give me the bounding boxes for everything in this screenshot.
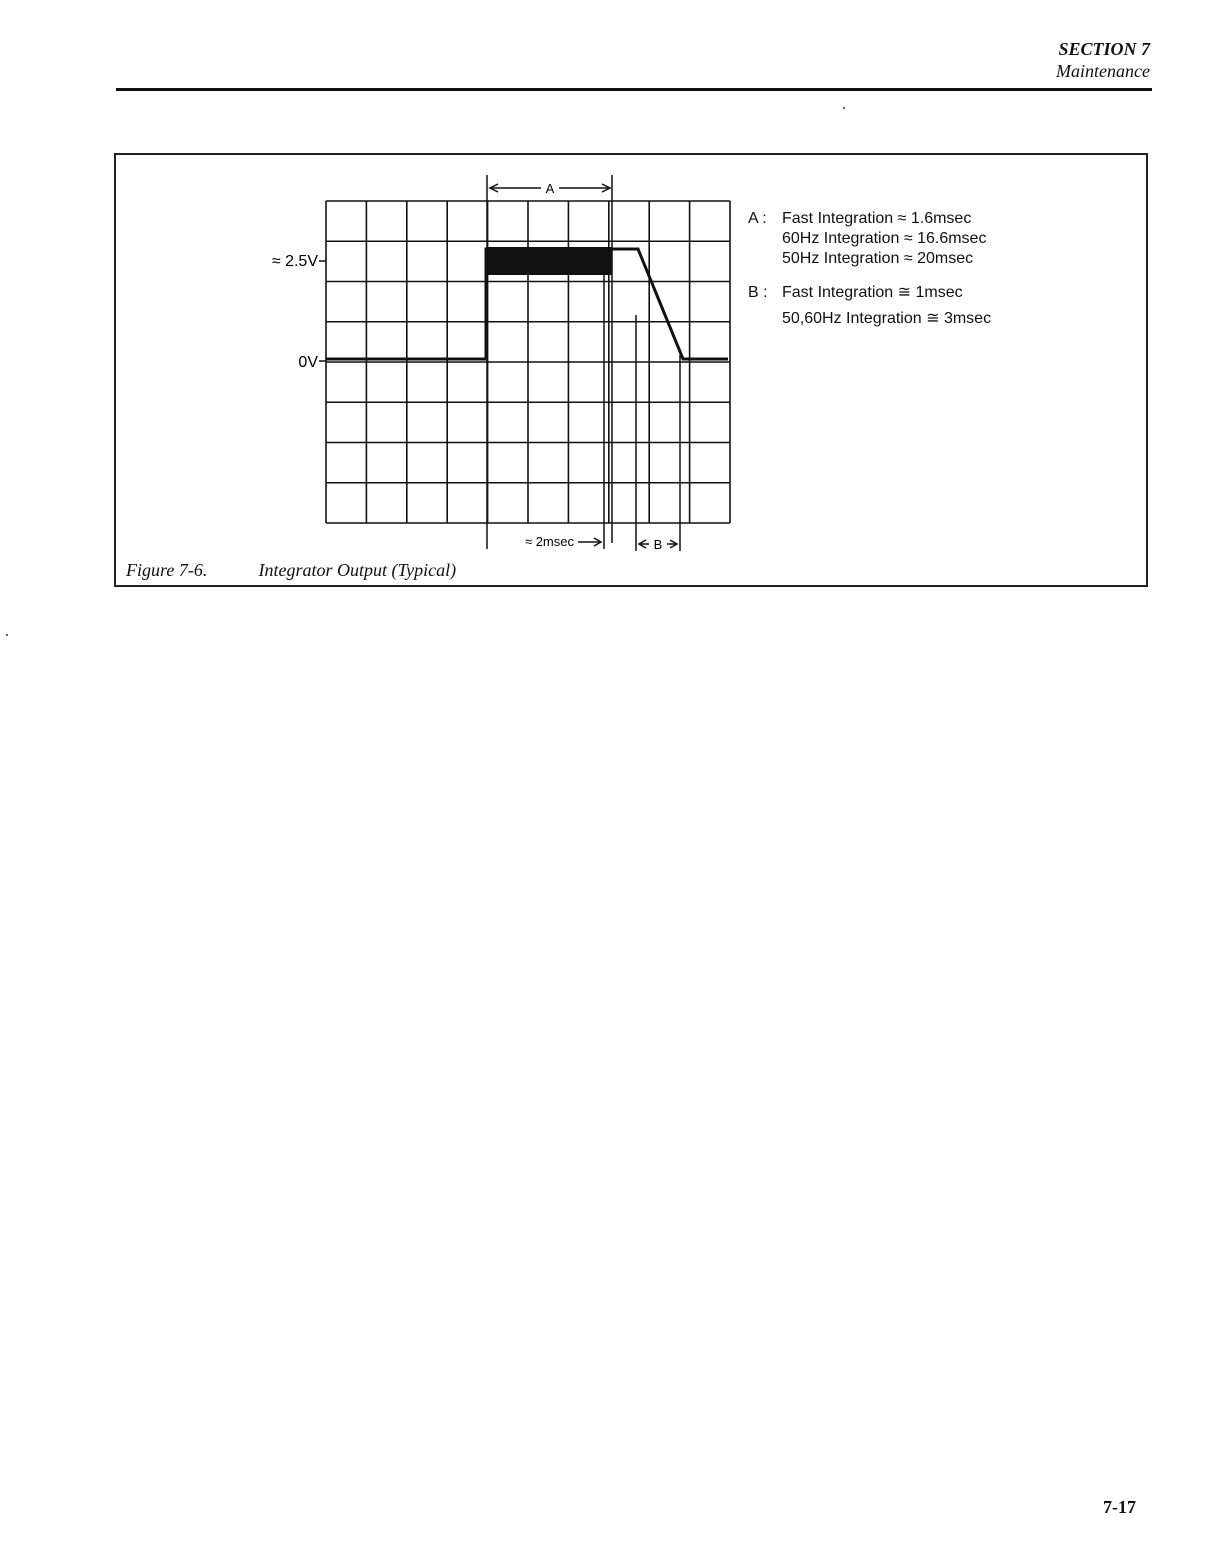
- note-a-line: 50Hz Integration ≈ 20msec: [782, 250, 974, 267]
- dim-a-label: A: [545, 181, 555, 196]
- note-b: [748, 283, 991, 329]
- dim-2ms-label: ≈ 2msec: [524, 534, 574, 549]
- figure-notes: [748, 209, 991, 343]
- page-number: 7-17: [1103, 1497, 1136, 1517]
- note-b-tag: B :: [748, 284, 768, 301]
- note-b-line: 50,60Hz Integration ≅ 3msec: [782, 310, 992, 327]
- integrator-output-chart: [116, 155, 1146, 585]
- section-title: SECTION 7: [1058, 39, 1150, 59]
- figure-caption: [126, 560, 456, 581]
- section-subtitle: Maintenance: [1056, 61, 1150, 81]
- figure-frame: [114, 153, 1148, 587]
- integration-ramp-band: [488, 247, 612, 275]
- note-a-line: Fast Integration ≈ 1.6msec: [782, 210, 972, 227]
- y-label-zero: 0V: [298, 354, 318, 371]
- y-label-high: ≈ 2.5V: [271, 253, 318, 270]
- note-a: [748, 209, 991, 269]
- note-a-tag: A :: [748, 210, 767, 227]
- dim-b-label: B: [653, 537, 663, 552]
- note-b-line: Fast Integration ≅ 1msec: [782, 284, 963, 301]
- figure-title: Integrator Output (Typical): [258, 560, 457, 580]
- scan-speck: [6, 634, 8, 636]
- figure-number: Figure 7-6.: [126, 560, 208, 580]
- header-rule: [116, 88, 1152, 91]
- note-a-line: 60Hz Integration ≈ 16.6msec: [782, 230, 987, 247]
- page-header: [1056, 38, 1150, 82]
- scan-speck: [843, 107, 845, 109]
